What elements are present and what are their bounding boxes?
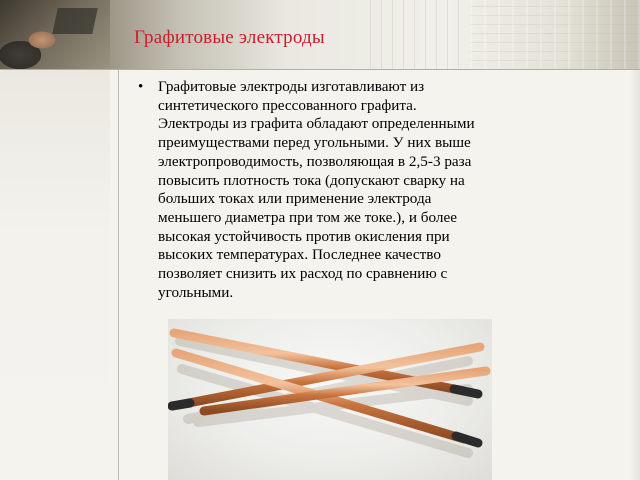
left-decorative-column: [0, 70, 110, 480]
header-building-decoration: [470, 0, 640, 70]
slide-title: Графитовые электроды: [134, 27, 325, 48]
electrodes-illustration: [168, 319, 492, 480]
slide-body: [138, 78, 568, 302]
header-decoration: [370, 0, 460, 70]
left-divider: [118, 70, 119, 480]
bullet-dot-icon: •: [138, 79, 144, 95]
header-photo-laptop: [0, 0, 110, 70]
bullet-text: Графитовые электроды изготавливают из синтетического прессованного графита. Электроды из графита обладают определенными преимуществами перед угольными. У них выше электропроводимость, позволяющая в 2,5-3 раза повысить плотность тока (допускают сварку на больших токах или применение электрода меньшего диаметра при том же токе.), и более высокая устойчивость против окисления при высоких температурах. Последнее качество позволяет снизить их расход по сравнению с угольными.: [158, 78, 475, 301]
right-decorative-edge: [630, 70, 640, 480]
bullet-item: [138, 78, 568, 302]
electrodes-photo: [168, 319, 492, 480]
